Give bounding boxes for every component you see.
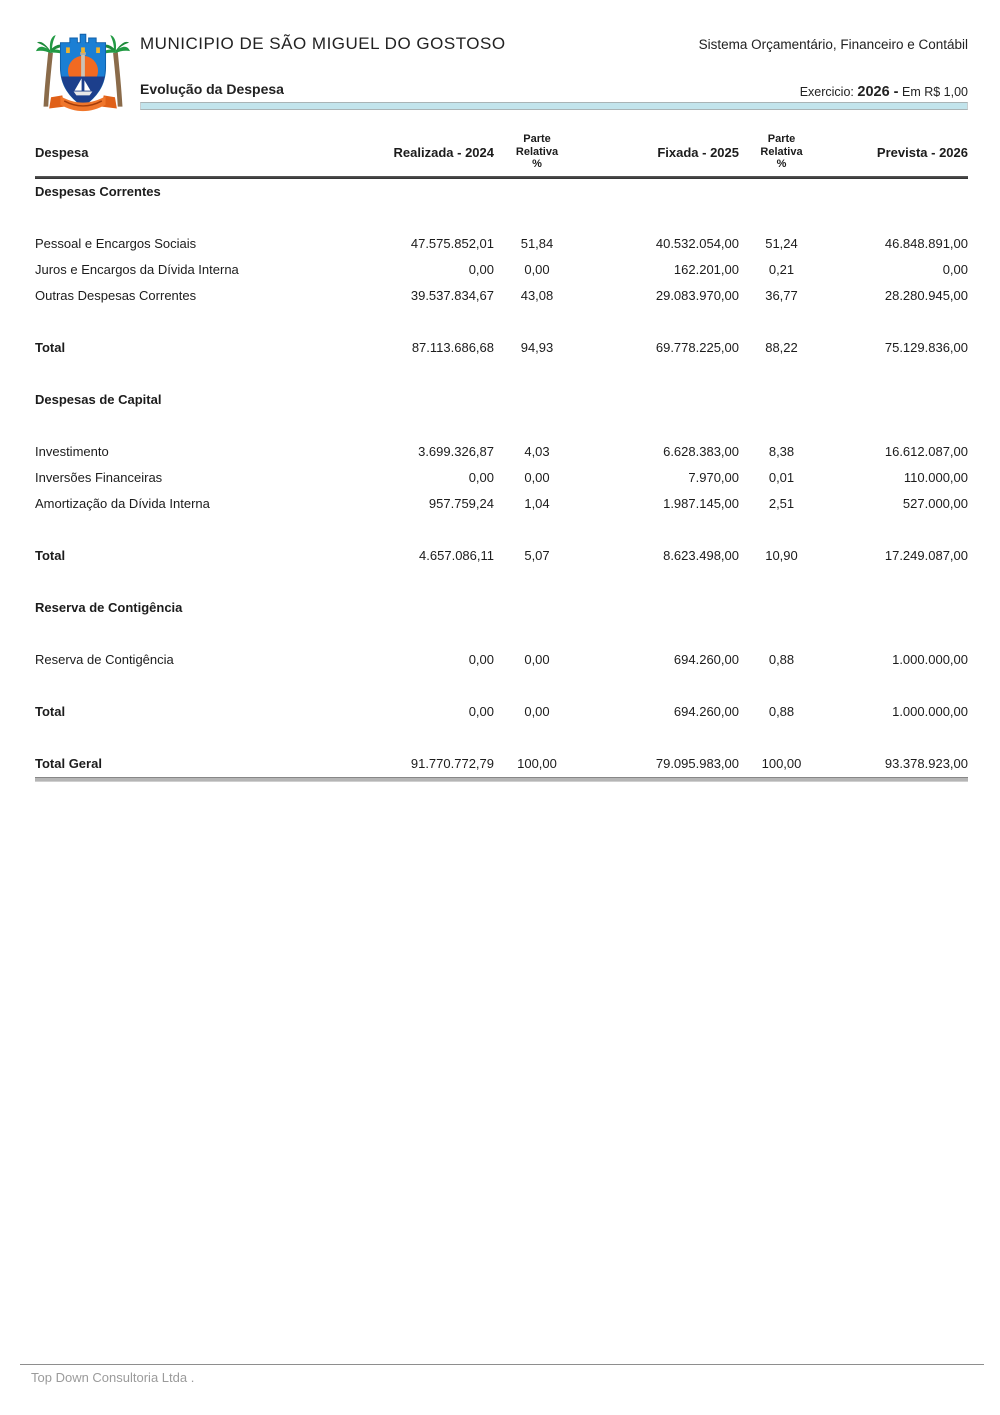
section-title: Reserva de Contigência xyxy=(35,600,183,615)
parte-relativa-value: 10,90 xyxy=(765,548,798,563)
section-title-row xyxy=(35,179,968,205)
prevista-value: 0,00 xyxy=(942,262,968,277)
exercise-label: Exercicio: xyxy=(799,85,854,99)
parte-relativa-value: 100,00 xyxy=(761,756,802,771)
fixada-value: 1.987.145,00 xyxy=(663,496,739,511)
fixada-value: 6.628.383,00 xyxy=(663,444,739,459)
realizada-value: 4.657.086,11 xyxy=(419,548,494,563)
section-total-row xyxy=(35,543,968,569)
parte-relativa-value: 0,00 xyxy=(524,262,550,277)
parte-relativa-value: 0,21 xyxy=(768,262,795,277)
table-row xyxy=(35,283,968,309)
parte-relativa-value: 0,01 xyxy=(768,470,795,485)
realizada-value: 3.699.326,87 xyxy=(418,444,494,459)
parte-relativa-value: 51,84 xyxy=(520,236,554,251)
parte-relativa-value: 94,93 xyxy=(520,340,554,355)
prevista-value: 1.000.000,00 xyxy=(892,704,968,719)
parte-relativa-value: 0,00 xyxy=(524,652,550,667)
realizada-value: 47.575.852,01 xyxy=(410,236,494,251)
realizada-value: 87.113.686,68 xyxy=(411,340,494,355)
exercise-year: 2026 - xyxy=(857,84,899,100)
header-divider xyxy=(140,102,968,110)
table-header-row xyxy=(35,130,968,176)
total-geral-label: Total Geral xyxy=(35,756,102,771)
report-title: Evolução da Despesa xyxy=(140,81,284,97)
parte-relativa-value: 4,03 xyxy=(524,444,550,459)
prevista-value: 527.000,00 xyxy=(902,496,968,511)
table-row xyxy=(35,439,968,465)
col-header-realizada: Realizada - 2024 xyxy=(393,144,494,160)
section-total-row xyxy=(35,335,968,361)
section-title: Despesas Correntes xyxy=(35,184,161,199)
realizada-value: 39.537.834,67 xyxy=(410,288,494,303)
parte-relativa-value: 5,07 xyxy=(524,548,550,563)
section-total-row xyxy=(35,699,968,725)
prevista-value: 28.280.945,00 xyxy=(884,288,968,303)
row-label: Amortização da Dívida Interna xyxy=(35,496,210,511)
parte-relativa-value: 43,08 xyxy=(520,288,554,303)
prevista-value: 93.378.923,00 xyxy=(884,756,968,771)
parte-relativa-value: 8,38 xyxy=(768,444,795,459)
parte-relativa-value: 2,51 xyxy=(768,496,795,511)
realizada-value: 0,00 xyxy=(468,704,494,719)
fixada-value: 79.095.983,00 xyxy=(655,756,739,771)
realizada-value: 0,00 xyxy=(468,652,494,667)
col-header-parte-relativa-2: Parte Relativa % xyxy=(760,133,803,171)
row-label: Reserva de Contigência xyxy=(35,652,174,667)
row-label: Outras Despesas Correntes xyxy=(35,288,197,303)
realizada-value: 0,00 xyxy=(468,262,494,277)
parte-relativa-value: 100,00 xyxy=(517,756,557,771)
total-label: Total xyxy=(35,704,66,719)
prevista-value: 17.249.087,00 xyxy=(884,548,968,563)
total-label: Total xyxy=(35,340,66,355)
total-geral-row xyxy=(35,751,968,777)
row-label: Pessoal e Encargos Sociais xyxy=(35,236,197,251)
row-label: Juros e Encargos da Dívida Interna xyxy=(35,262,239,277)
parte-relativa-value: 0,88 xyxy=(768,652,795,667)
realizada-value: 957.759,24 xyxy=(428,496,494,511)
parte-relativa-value: 51,24 xyxy=(765,236,798,251)
fixada-value: 69.778.225,00 xyxy=(655,340,739,355)
exercise-unit: Em R$ 1,00 xyxy=(901,85,968,99)
col-header-prevista: Prevista - 2026 xyxy=(876,144,968,160)
col-header-fixada: Fixada - 2025 xyxy=(657,144,739,160)
col-header-parte-relativa-1: Parte Relativa % xyxy=(515,133,559,171)
parte-relativa-value: 0,00 xyxy=(524,704,550,719)
table-row xyxy=(35,647,968,673)
section-title-row xyxy=(35,595,968,621)
fixada-value: 29.083.970,00 xyxy=(655,288,739,303)
fixada-value: 162.201,00 xyxy=(673,262,739,277)
municipal-coat-of-arms-icon xyxy=(36,22,130,116)
prevista-value: 46.848.891,00 xyxy=(884,236,968,251)
fixada-value: 7.970,00 xyxy=(688,470,739,485)
exercise-line xyxy=(800,84,968,100)
municipality-name: MUNICIPIO DE SÃO MIGUEL DO GOSTOSO xyxy=(140,34,506,53)
prevista-value: 1.000.000,00 xyxy=(892,652,968,667)
parte-relativa-value: 0,00 xyxy=(524,470,550,485)
parte-relativa-value: 0,88 xyxy=(768,704,795,719)
row-label: Investimento xyxy=(35,444,109,459)
row-label: Inversões Financeiras xyxy=(35,470,163,485)
table-end-rule xyxy=(35,777,968,782)
section-title-row xyxy=(35,387,968,413)
fixada-value: 694.260,00 xyxy=(673,652,739,667)
footer-company: Top Down Consultoria Ltda . xyxy=(31,1370,195,1385)
prevista-value: 110.000,00 xyxy=(903,470,968,485)
shield xyxy=(60,34,105,108)
system-name: Sistema Orçamentário, Financeiro e Contábil xyxy=(698,37,968,52)
table-row xyxy=(35,465,968,491)
total-label: Total xyxy=(35,548,66,563)
realizada-value: 0,00 xyxy=(468,470,494,485)
prevista-value: 16.612.087,00 xyxy=(884,444,968,459)
prevista-value: 75.129.836,00 xyxy=(884,340,968,355)
realizada-value: 91.770.772,79 xyxy=(410,756,494,771)
table-row xyxy=(35,231,968,257)
expense-table xyxy=(35,130,968,782)
parte-relativa-value: 1,04 xyxy=(524,496,550,511)
parte-relativa-value: 36,77 xyxy=(765,288,798,303)
fixada-value: 8.623.498,00 xyxy=(663,548,739,563)
fixada-value: 694.260,00 xyxy=(673,704,739,719)
footer-divider xyxy=(20,1364,984,1365)
fixada-value: 40.532.054,00 xyxy=(655,236,739,251)
table-row xyxy=(35,257,968,283)
parte-relativa-value: 88,22 xyxy=(765,340,798,355)
col-header-despesa: Despesa xyxy=(35,144,89,160)
section-title: Despesas de Capital xyxy=(35,392,162,407)
table-row xyxy=(35,491,968,517)
